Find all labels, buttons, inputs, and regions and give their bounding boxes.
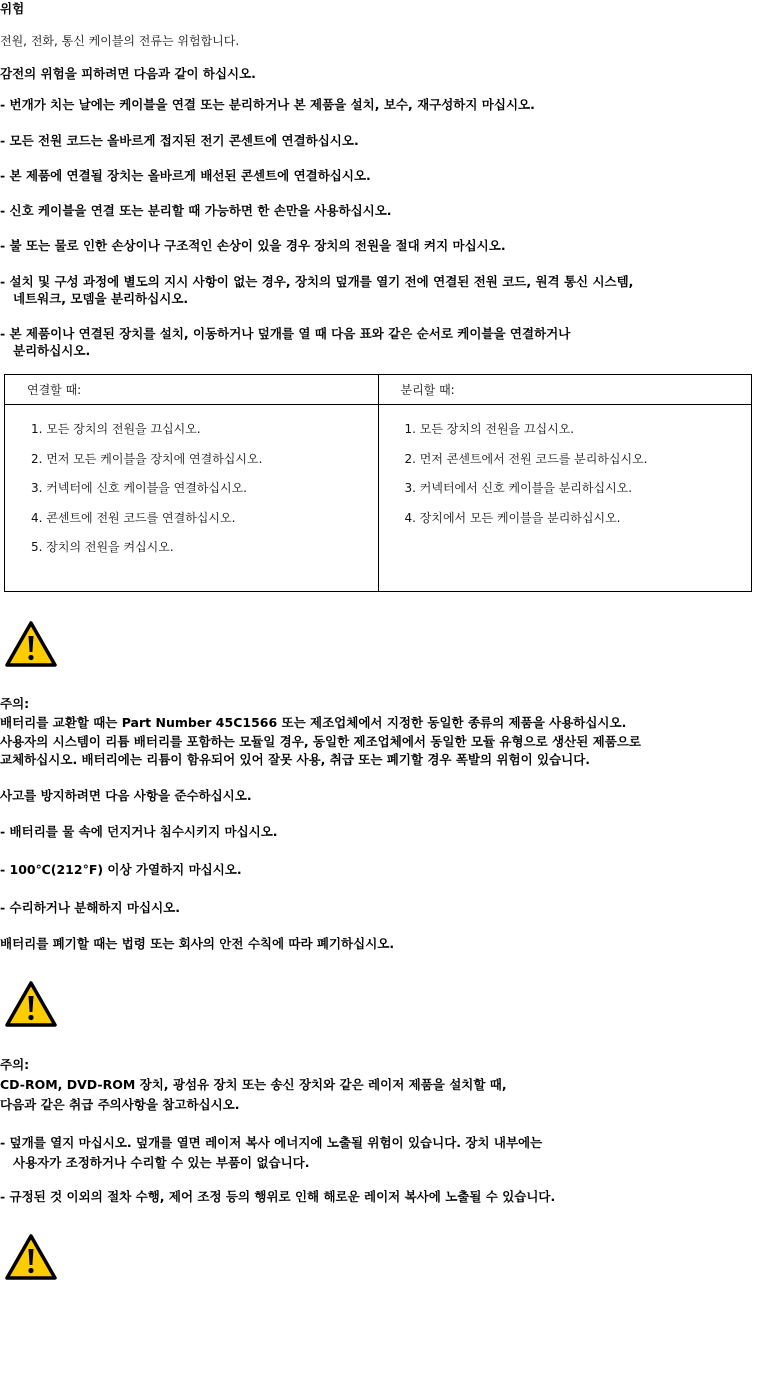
danger-item: - 신호 케이블을 연결 또는 분리할 때 가능하면 한 손만을 사용하십시오.	[0, 203, 392, 218]
danger-item-continuation: 분리하십시오.	[13, 343, 91, 358]
disconnect-step: 4. 장치에서 모든 케이블을 분리하십시오.	[404, 510, 621, 525]
laser-caution-item: - 덮개를 열지 마십시오. 덮개를 열면 레이저 복사 에너지에 노출될 위험이 있습니다. 장치 내부에는	[0, 1135, 543, 1150]
danger-lead: 감전의 위험을 피하려면 다음과 같이 하십시오.	[0, 66, 256, 81]
battery-caution-item: - 100℃(212°F) 이상 가열하지 마십시오.	[0, 862, 242, 877]
warning-triangle-icon	[4, 620, 58, 668]
connect-step: 4. 콘센트에 전원 코드를 연결하십시오.	[31, 510, 236, 525]
warning-triangle-icon	[4, 980, 58, 1028]
connect-header: 연결할 때:	[5, 375, 379, 405]
connect-step: 3. 커넥터에 신호 케이블을 연결하십시오.	[31, 481, 247, 495]
battery-caution-heading: 주의:	[0, 696, 30, 711]
laser-caution-text: 다음과 같은 취급 주의사항을 참고하십시오.	[0, 1097, 240, 1112]
disconnect-steps-cell	[378, 405, 752, 592]
disconnect-steps-list	[405, 421, 752, 539]
danger-item: - 불 또는 물로 인한 손상이나 구조적인 손상이 있을 경우 장치의 전원을 절대 켜지 마십시오.	[0, 238, 506, 253]
battery-caution-lead: 사고를 방지하려면 다음 사항을 준수하십시오.	[0, 788, 252, 803]
connect-steps-list	[31, 421, 378, 569]
danger-item-continuation: 네트워크, 모뎀을 분리하십시오.	[13, 291, 189, 306]
disconnect-header: 분리할 때:	[378, 375, 752, 405]
connect-step: 2. 먼저 모든 케이블을 장치에 연결하십시오.	[31, 451, 263, 466]
laser-caution-heading: 주의:	[0, 1057, 30, 1072]
disconnect-step: 3. 커넥터에서 신호 케이블을 분리하십시오.	[404, 481, 633, 495]
danger-item: - 본 제품이나 연결된 장치를 설치, 이동하거나 덮개를 열 때 다음 표와 같은 순서로 케이블을 연결하거나	[0, 326, 571, 341]
connect-step: 1. 모든 장치의 전원을 끄십시오.	[31, 422, 201, 436]
laser-caution-item-continuation: 사용자가 조정하거나 수리할 수 있는 부품이 없습니다.	[13, 1155, 310, 1170]
danger-title: 위험	[0, 1, 25, 16]
battery-caution-text: 사용자의 시스템이 리튬 배터리를 포함하는 모듈일 경우, 동일한 제조업체에서 동일한 모듈 유형으로 생산된 제품으로	[0, 734, 641, 749]
connect-steps-cell	[5, 405, 379, 592]
disconnect-step: 2. 먼저 콘센트에서 전원 코드를 분리하십시오.	[404, 451, 648, 466]
disconnect-step: 1. 모든 장치의 전원을 끄십시오.	[404, 422, 575, 436]
battery-caution-text: 교체하십시오. 배터리에는 리튬이 함유되어 있어 잘못 사용, 취급 또는 폐기할 경우 폭발의 위험이 있습니다.	[0, 752, 591, 767]
connect-step: 5. 장치의 전원을 켜십시오.	[31, 540, 174, 554]
cable-procedure-table	[4, 374, 752, 592]
danger-item: - 본 제품에 연결될 장치는 올바르게 배선된 콘센트에 연결하십시오.	[0, 168, 371, 183]
laser-caution-text: CD-ROM, DVD-ROM 장치, 광섬유 장치 또는 송신 장치와 같은 레이저 제품을 설치할 때,	[0, 1077, 507, 1092]
battery-caution-item: - 수리하거나 분해하지 마십시오.	[0, 900, 180, 915]
warning-triangle-icon	[4, 1233, 58, 1281]
danger-item: - 번개가 치는 날에는 케이블을 연결 또는 분리하거나 본 제품을 설치, 보수, 재구성하지 마십시오.	[0, 97, 535, 112]
battery-caution-item: - 배터리를 물 속에 던지거나 침수시키지 마십시오.	[0, 824, 278, 839]
battery-caution-text: 배터리를 교환할 때는 Part Number 45C1566 또는 제조업체에서 지정한 동일한 종류의 제품을 사용하십시오.	[0, 715, 627, 730]
danger-item: - 설치 및 구성 과정에 별도의 지시 사항이 없는 경우, 장치의 덮개를 열기 전에 연결된 전원 코드, 원격 통신 시스템,	[0, 274, 634, 289]
danger-item: - 모든 전원 코드는 올바르게 접지된 전기 콘센트에 연결하십시오.	[0, 133, 359, 148]
danger-intro: 전원, 전화, 통신 케이블의 전류는 위험합니다.	[0, 34, 240, 48]
battery-disposal-text: 배터리를 폐기할 때는 법령 또는 회사의 안전 수칙에 따라 폐기하십시오.	[0, 936, 395, 951]
laser-caution-item: - 규정된 것 이외의 절차 수행, 제어 조정 등의 행위로 인해 해로운 레이저 복사에 노출될 수 있습니다.	[0, 1189, 556, 1204]
